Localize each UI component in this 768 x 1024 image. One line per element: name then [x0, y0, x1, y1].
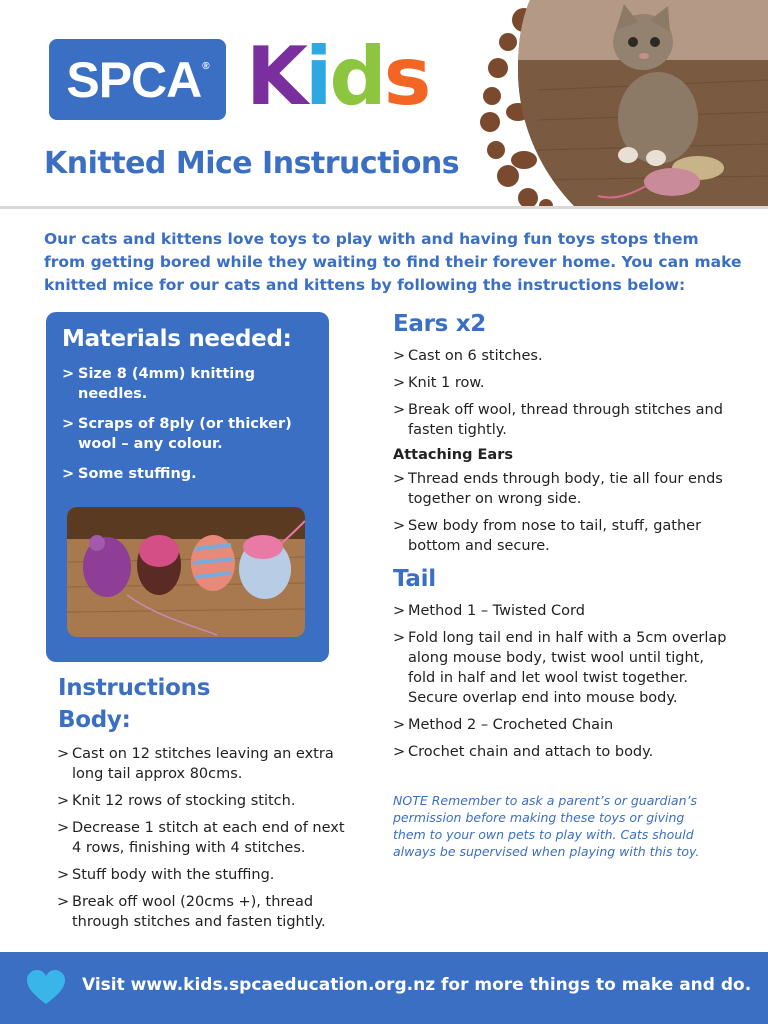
right-column — [393, 308, 733, 860]
spca-logo — [49, 39, 226, 120]
page-title: Knitted Mice Instructions — [44, 146, 460, 181]
header-divider — [0, 206, 768, 209]
materials-list — [62, 364, 313, 484]
ears-step: > Cast on 6 stitches. — [393, 346, 733, 366]
body-heading: Body: — [58, 707, 131, 733]
kitten-photo-illustration — [478, 0, 768, 208]
kids-letter-i: i — [305, 30, 330, 123]
safety-note: NOTE Remember to ask a parent’s or guardian’s permission before making these toys or giving them to your own pets to play with. Cats should always be supervised when playing with this toy. — [393, 793, 700, 859]
tail-step: > Method 1 – Twisted Cord — [393, 601, 733, 621]
tail-steps-list — [393, 601, 733, 762]
heart-icon — [26, 970, 66, 1006]
attaching-steps-list — [393, 469, 733, 556]
ears-step: > Break off wool, thread through stitches and fasten tightly. — [393, 400, 733, 440]
ears-step: > Knit 1 row. — [393, 373, 733, 393]
body-step: > Cast on 12 stitches leaving an extra long tail approx 80cms. — [57, 744, 357, 784]
knitted-mice-illustration — [67, 507, 305, 637]
attaching-ears-heading: Attaching Ears — [393, 447, 513, 463]
kids-logo — [246, 32, 428, 122]
registered-mark: ® — [202, 61, 209, 72]
materials-heading: Materials needed: — [62, 326, 292, 352]
materials-box — [46, 312, 329, 662]
header — [0, 0, 768, 208]
ears-steps-list — [393, 346, 733, 440]
tail-step: > Crochet chain and attach to body. — [393, 742, 733, 762]
attaching-step: > Sew body from nose to tail, stuff, gather bottom and secure. — [393, 516, 733, 556]
materials-item: > Some stuffing. — [62, 464, 313, 484]
footer-link-text[interactable]: Visit www.kids.spcaeducation.org.nz for more things to make and do. — [82, 975, 752, 995]
instructions-section — [58, 672, 358, 736]
spca-logo-text: SPCA — [66, 51, 202, 108]
kids-letter-k: K — [246, 30, 305, 123]
kitten-photo — [478, 0, 768, 208]
tail-step: > Method 2 – Crocheted Chain — [393, 715, 733, 735]
knitted-mice-photo — [67, 507, 305, 637]
materials-item: > Scraps of 8ply (or thicker) wool – any colour. — [62, 414, 313, 454]
body-step: > Decrease 1 stitch at each end of next 4 rows, finishing with 4 stitches. — [57, 818, 357, 858]
instructions-heading: Instructions — [58, 675, 211, 701]
intro-text: Our cats and kittens love toys to play with and having fun toys stops them from getting bored while they waiting to find their forever home. You can make knitted mice for our cats and kittens by following the instructions below: — [44, 230, 742, 294]
kids-letter-d: d — [329, 30, 384, 123]
ears-heading: Ears x2 — [393, 311, 487, 337]
body-steps-list — [57, 744, 357, 939]
kids-letter-s: s — [383, 30, 429, 123]
materials-item: > Size 8 (4mm) knitting needles. — [62, 364, 313, 404]
body-step: > Stuff body with the stuffing. — [57, 865, 357, 885]
tail-heading: Tail — [393, 566, 436, 592]
attaching-step: > Thread ends through body, tie all four ends together on wrong side. — [393, 469, 733, 509]
tail-step: > Fold long tail end in half with a 5cm overlap along mouse body, twist wool until tight, fold in half and let wool twist together. Secure overlap end into mouse body. — [393, 628, 733, 708]
body-step: > Break off wool (20cms +), thread through stitches and fasten tightly. — [57, 892, 357, 932]
body-step: > Knit 12 rows of stocking stitch. — [57, 791, 357, 811]
footer-bar — [0, 952, 768, 1024]
